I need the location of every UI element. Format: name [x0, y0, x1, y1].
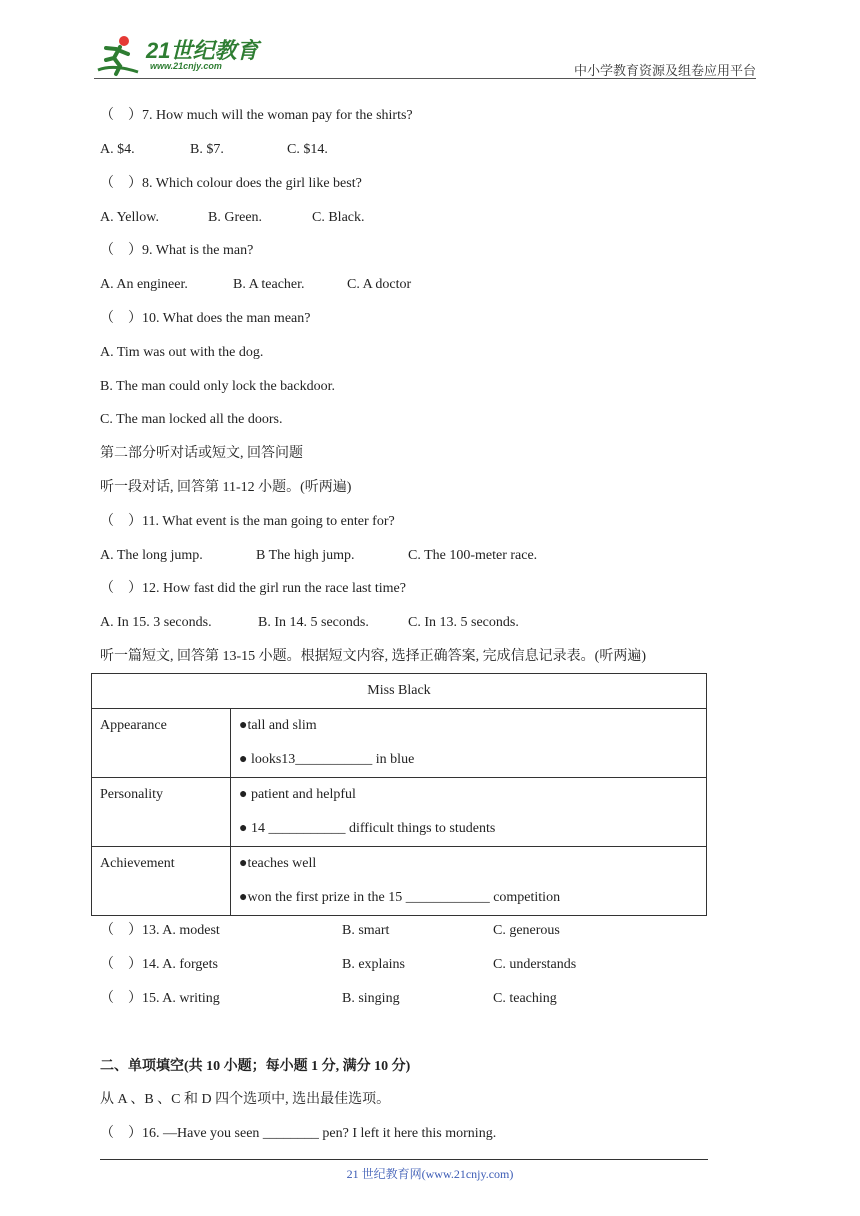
- q10-option-c: C. The man locked all the doors.: [100, 412, 283, 427]
- question-14: （ ）14. A. forgets: [100, 957, 218, 972]
- q7-option-b: B. $7.: [190, 142, 224, 157]
- header-divider: [94, 78, 756, 79]
- q9-option-a: A. An engineer.: [100, 277, 188, 292]
- row-label-appearance: Appearance: [92, 709, 231, 778]
- answer-blank[interactable]: （ ）: [100, 176, 142, 191]
- part2-instruction-1: 听一段对话, 回答第 11-12 小题。(听两遍): [100, 480, 352, 495]
- q15-option-c: C. teaching: [493, 991, 557, 1006]
- section-2-title: 二、单项填空(共 10 小题；每小题 1 分, 满分 10 分): [100, 1059, 411, 1074]
- q12-option-c: C. In 13. 5 seconds.: [408, 615, 519, 630]
- question-13: （ ）13. A. modest: [100, 923, 220, 938]
- table-row: [92, 709, 707, 778]
- appearance-line-2: ● looks13___________ in blue: [239, 752, 415, 767]
- answer-blank[interactable]: （ ）: [100, 311, 142, 326]
- table-title: Miss Black: [92, 674, 707, 709]
- question-11: （ ）11. What event is the man going to enter for?: [100, 514, 395, 529]
- info-record-table: [91, 673, 707, 916]
- q14-option-b: B. explains: [342, 957, 405, 972]
- q7-option-c: C. $14.: [287, 142, 328, 157]
- achievement-line-2: ●won the first prize in the 15 ____________ competition: [239, 890, 561, 905]
- question-7: （ ）7. How much will the woman pay for the shirts?: [100, 108, 413, 123]
- footer-link[interactable]: 21 世纪教育网(www.21cnjy.com): [346, 1167, 514, 1181]
- platform-name: 中小学教育资源及组卷应用平台: [573, 63, 756, 78]
- row-label-achievement: Achievement: [92, 847, 231, 916]
- table-row: [92, 847, 707, 916]
- q14-option-c: C. understands: [493, 957, 577, 972]
- answer-blank[interactable]: （ ）: [100, 991, 142, 1006]
- section-2-instruction: 从 A 、B 、C 和 D 四个选项中, 选出最佳选项。: [100, 1092, 391, 1107]
- answer-blank[interactable]: （ ）: [100, 243, 142, 258]
- footer-divider: [100, 1159, 708, 1160]
- q9-option-b: B. A teacher.: [233, 277, 305, 292]
- question-15: （ ）15. A. writing: [100, 991, 220, 1006]
- q13-option-c: C. generous: [493, 923, 560, 938]
- q9-option-c: C. A doctor: [347, 277, 412, 292]
- q13-option-b: B. smart: [342, 923, 390, 938]
- part2-title: 第二部分听对话或短文, 回答问题: [100, 446, 303, 461]
- table-row: [92, 778, 707, 847]
- question-8: （ ）8. Which colour does the girl like best?: [100, 176, 362, 191]
- q12-option-a: A. In 15. 3 seconds.: [100, 615, 212, 630]
- q7-option-a: A. $4.: [100, 142, 135, 157]
- row-label-personality: Personality: [92, 778, 231, 847]
- personality-line-2: ● 14 ___________ difficult things to students: [239, 821, 496, 836]
- q8-option-c: C. Black.: [312, 210, 365, 225]
- runner-icon: [94, 34, 146, 78]
- q8-option-a: A. Yellow.: [100, 210, 159, 225]
- question-12: （ ）12. How fast did the girl run the race last time?: [100, 581, 406, 596]
- q11-option-b: B The high jump.: [256, 548, 355, 563]
- question-10: （ ）10. What does the man mean?: [100, 311, 311, 326]
- answer-blank[interactable]: （ ）: [100, 514, 142, 529]
- q8-option-b: B. Green.: [208, 210, 263, 225]
- q10-option-b: B. The man could only lock the backdoor.: [100, 379, 335, 394]
- q10-option-a: A. Tim was out with the dog.: [100, 345, 264, 360]
- logo-text: 21世纪教育: [146, 38, 259, 63]
- personality-line-1: ● patient and helpful: [239, 787, 356, 802]
- answer-blank[interactable]: （ ）: [100, 923, 142, 938]
- answer-blank[interactable]: （ ）: [100, 957, 142, 972]
- part2-instruction-2: 听一篇短文, 回答第 13-15 小题。根据短文内容, 选择正确答案, 完成信息记录表。(听两遍): [100, 649, 646, 664]
- question-9: （ ）9. What is the man?: [100, 243, 254, 258]
- answer-blank[interactable]: （ ）: [100, 581, 142, 596]
- q15-option-b: B. singing: [342, 991, 400, 1006]
- question-16: （ ）16. —Have you seen ________ pen? I left it here this morning.: [100, 1126, 497, 1141]
- answer-blank[interactable]: （ ）: [100, 108, 142, 123]
- achievement-line-1: ●teaches well: [239, 856, 317, 871]
- q11-option-c: C. The 100-meter race.: [408, 548, 538, 563]
- answer-blank[interactable]: （ ）: [100, 1126, 142, 1141]
- q12-option-b: B. In 14. 5 seconds.: [258, 615, 369, 630]
- q11-option-a: A. The long jump.: [100, 548, 203, 563]
- logo: [94, 34, 264, 78]
- appearance-line-1: ●tall and slim: [239, 718, 317, 733]
- logo-url: www.21cnjy.com: [150, 61, 222, 71]
